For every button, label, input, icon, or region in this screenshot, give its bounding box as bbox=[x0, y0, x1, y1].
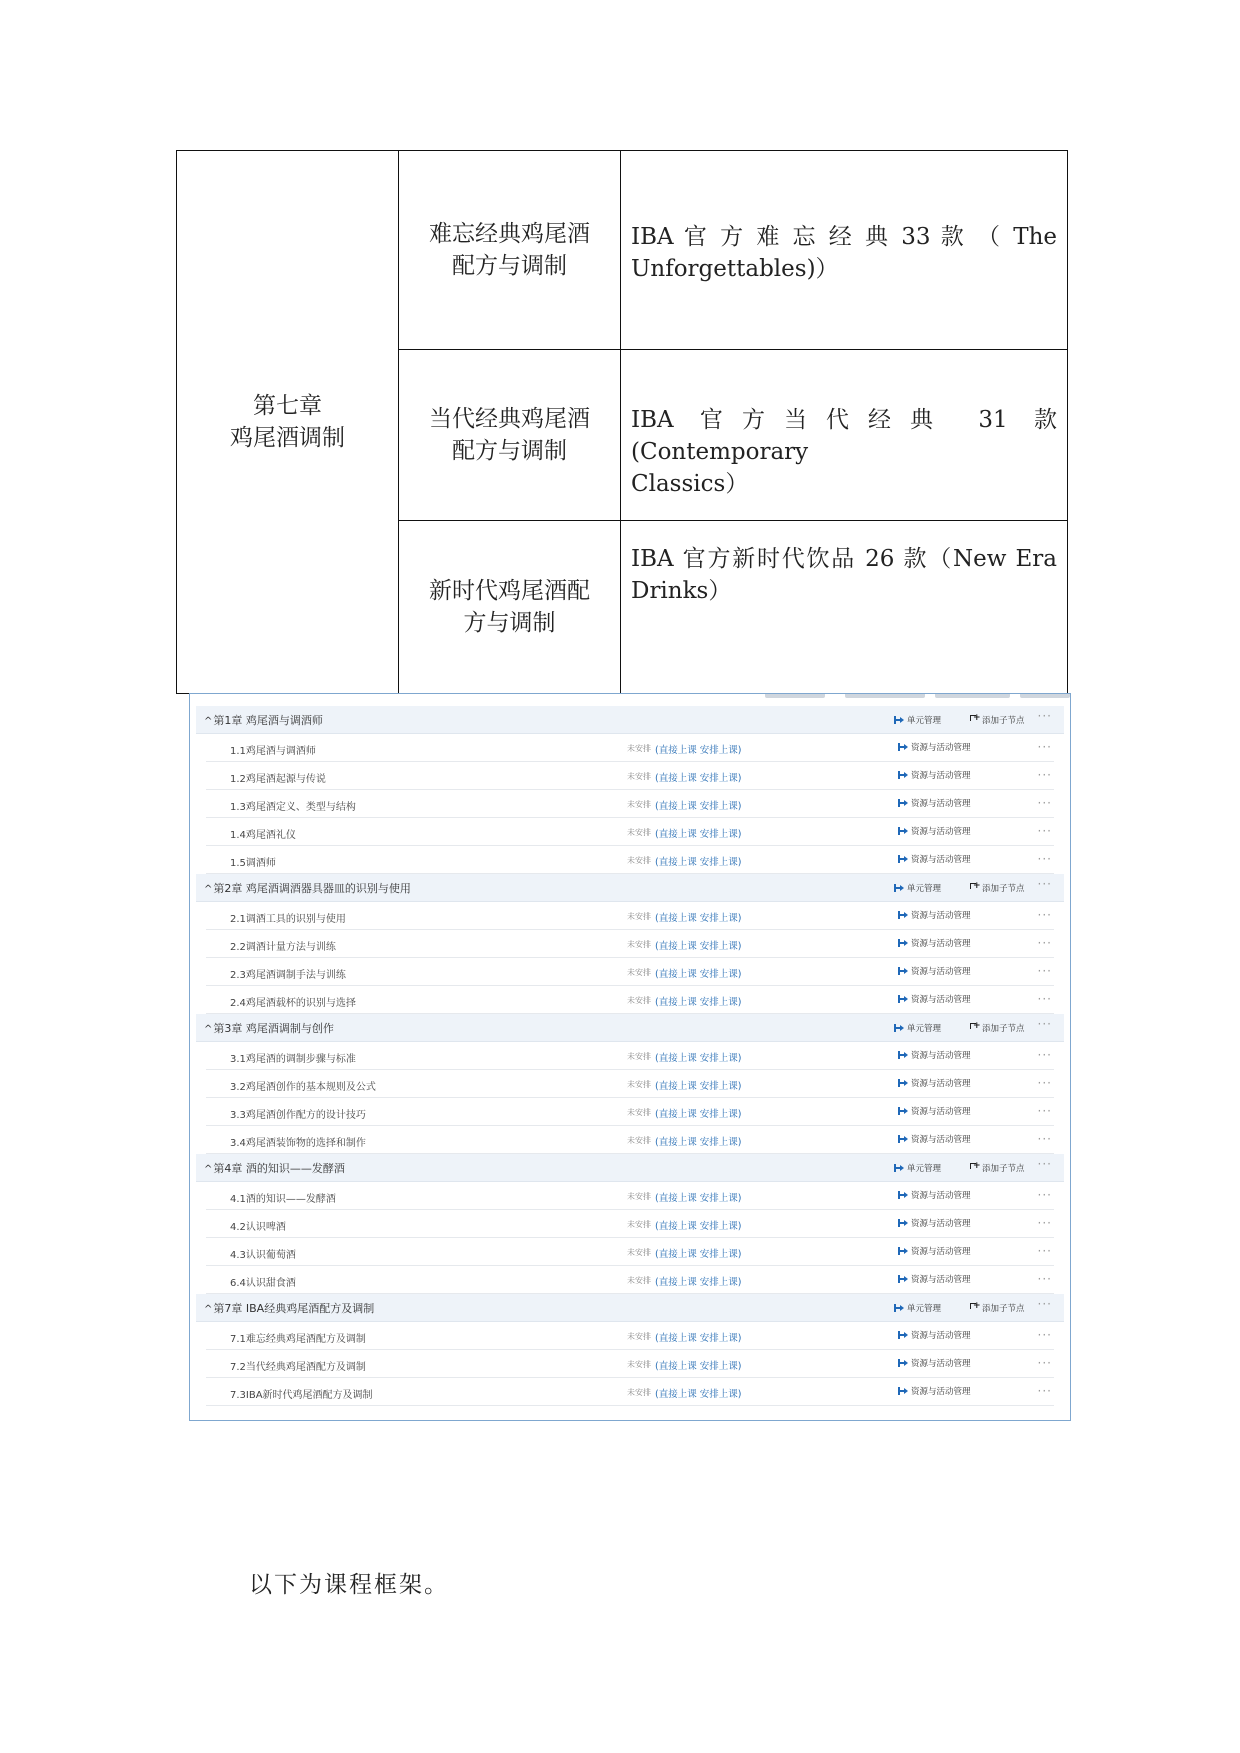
resource-manage-button[interactable]: 资源与活动管理 bbox=[898, 1329, 971, 1341]
chevron-up-icon[interactable]: ^ bbox=[204, 1304, 213, 1315]
unit-manage-button[interactable]: 单元管理 bbox=[894, 1162, 941, 1174]
section-row[interactable] bbox=[206, 1238, 1054, 1266]
resource-manage-button[interactable]: 资源与活动管理 bbox=[898, 1245, 971, 1257]
schedule-class-link[interactable]: 安排上课 bbox=[699, 801, 738, 812]
section-row-title[interactable]: 6.4认识甜食酒 bbox=[230, 1278, 296, 1289]
enter-icon bbox=[898, 1275, 908, 1283]
section-row[interactable] bbox=[206, 734, 1054, 762]
status-badge: 未安排 bbox=[627, 772, 651, 781]
status-badge: 未安排 bbox=[627, 968, 651, 977]
enter-icon bbox=[898, 1051, 908, 1059]
enter-icon bbox=[894, 1304, 904, 1312]
section-row-title[interactable]: 4.1酒的知识——发酵酒 bbox=[230, 1194, 336, 1205]
class-links: (直接上课 安排上课) bbox=[655, 745, 742, 756]
more-icon[interactable]: ··· bbox=[1037, 709, 1052, 723]
direct-class-link[interactable]: 直接上课 bbox=[658, 997, 697, 1008]
class-links: (直接上课 安排上课) bbox=[655, 969, 742, 980]
section-title-line: 方与调制 bbox=[463, 610, 556, 636]
section-row[interactable] bbox=[206, 846, 1054, 874]
more-icon[interactable]: ··· bbox=[1037, 796, 1052, 810]
status-badge: 未安排 bbox=[627, 1388, 651, 1397]
resource-manage-button[interactable]: 资源与活动管理 bbox=[898, 797, 971, 809]
more-icon[interactable]: ··· bbox=[1037, 1188, 1052, 1202]
direct-class-link[interactable]: 直接上课 bbox=[658, 1109, 697, 1120]
resource-manage-button[interactable]: 资源与活动管理 bbox=[898, 1385, 971, 1397]
chapter-table bbox=[176, 150, 1068, 694]
direct-class-link[interactable]: 直接上课 bbox=[658, 745, 697, 756]
class-links: (直接上课 安排上课) bbox=[655, 1277, 742, 1288]
status-badge: 未安排 bbox=[627, 856, 651, 865]
schedule-class-link[interactable]: 安排上课 bbox=[699, 773, 738, 784]
class-links: (直接上课 安排上课) bbox=[655, 801, 742, 812]
chapter-row-title[interactable]: ^第1章 鸡尾酒与调酒师 bbox=[204, 714, 323, 727]
class-links: (直接上课 安排上课) bbox=[655, 773, 742, 784]
direct-class-link[interactable]: 直接上课 bbox=[658, 1277, 697, 1288]
section-row-title[interactable]: 3.4鸡尾酒装饰物的选择和制作 bbox=[230, 1138, 366, 1149]
section-row-title[interactable]: 7.1难忘经典鸡尾酒配方及调制 bbox=[230, 1334, 366, 1345]
enter-icon bbox=[898, 1107, 908, 1115]
description-line: IBA 官方当代经典 31 款(Contemporary bbox=[631, 407, 1057, 465]
section-row[interactable] bbox=[206, 1042, 1054, 1070]
resource-manage-button[interactable]: 资源与活动管理 bbox=[898, 1077, 971, 1089]
schedule-class-link[interactable]: 安排上课 bbox=[699, 1081, 738, 1092]
schedule-class-link[interactable]: 安排上课 bbox=[699, 1277, 738, 1288]
class-links: (直接上课 安排上课) bbox=[655, 997, 742, 1008]
enter-icon bbox=[898, 1191, 908, 1199]
schedule-class-link[interactable]: 安排上课 bbox=[699, 1389, 738, 1400]
direct-class-link[interactable]: 直接上课 bbox=[658, 941, 697, 952]
schedule-class-link[interactable]: 安排上课 bbox=[699, 857, 738, 868]
chevron-up-icon[interactable]: ^ bbox=[204, 1024, 213, 1035]
enter-icon bbox=[898, 1135, 908, 1143]
schedule-class-link[interactable]: 安排上课 bbox=[699, 1053, 738, 1064]
section-title-line: 新时代鸡尾酒配 bbox=[429, 578, 590, 604]
enter-icon bbox=[894, 716, 904, 724]
section-row[interactable] bbox=[206, 762, 1054, 790]
class-links: (直接上课 安排上课) bbox=[655, 1221, 742, 1232]
resource-manage-button[interactable]: 资源与活动管理 bbox=[898, 1133, 971, 1145]
section-row[interactable] bbox=[206, 1210, 1054, 1238]
direct-class-link[interactable]: 直接上课 bbox=[658, 801, 697, 812]
resource-manage-button[interactable]: 资源与活动管理 bbox=[898, 909, 971, 921]
status-badge: 未安排 bbox=[627, 1108, 651, 1117]
more-icon[interactable]: ··· bbox=[1037, 1132, 1052, 1146]
chapter-row-title[interactable]: ^第7章 IBA经典鸡尾酒配方及调制 bbox=[204, 1302, 375, 1315]
status-badge: 未安排 bbox=[627, 912, 651, 921]
schedule-class-link[interactable]: 安排上课 bbox=[699, 1361, 738, 1372]
direct-class-link[interactable]: 直接上课 bbox=[658, 1333, 697, 1344]
section-row[interactable] bbox=[206, 790, 1054, 818]
schedule-class-link[interactable]: 安排上课 bbox=[699, 829, 738, 840]
schedule-class-link[interactable]: 安排上课 bbox=[699, 1221, 738, 1232]
class-links: (直接上课 安排上课) bbox=[655, 857, 742, 868]
more-icon[interactable]: ··· bbox=[1037, 740, 1052, 754]
class-links: (直接上课 安排上课) bbox=[655, 1249, 742, 1260]
add-child-node-button[interactable]: + 添加子节点 bbox=[970, 1022, 1025, 1034]
resource-manage-button[interactable]: 资源与活动管理 bbox=[898, 1273, 971, 1285]
class-links: (直接上课 安排上课) bbox=[655, 1193, 742, 1204]
chapter-title: 鸡尾酒调制 bbox=[230, 425, 345, 451]
chapter-row-title[interactable]: ^第3章 鸡尾酒调制与创作 bbox=[204, 1022, 334, 1035]
chapter-row[interactable] bbox=[196, 874, 1064, 902]
section-row[interactable] bbox=[206, 958, 1054, 986]
more-icon[interactable]: ··· bbox=[1037, 992, 1052, 1006]
section-row-title[interactable]: 2.1调酒工具的识别与使用 bbox=[230, 914, 346, 925]
enter-icon bbox=[898, 939, 908, 947]
more-icon[interactable]: ··· bbox=[1037, 768, 1052, 782]
resource-manage-button[interactable]: 资源与活动管理 bbox=[898, 741, 971, 753]
status-badge: 未安排 bbox=[627, 1332, 651, 1341]
enter-icon bbox=[898, 967, 908, 975]
section-row-title[interactable]: 3.1鸡尾酒的调制步骤与标准 bbox=[230, 1054, 356, 1065]
chapter-number: 第七章 bbox=[253, 393, 322, 419]
class-links: (直接上课 安排上课) bbox=[655, 1361, 742, 1372]
resource-manage-button[interactable]: 资源与活动管理 bbox=[898, 937, 971, 949]
status-badge: 未安排 bbox=[627, 1248, 651, 1257]
more-icon[interactable]: ··· bbox=[1037, 852, 1052, 866]
section-row[interactable] bbox=[206, 1322, 1054, 1350]
more-icon[interactable]: ··· bbox=[1037, 877, 1052, 891]
schedule-class-link[interactable]: 安排上课 bbox=[699, 969, 738, 980]
direct-class-link[interactable]: 直接上课 bbox=[658, 1361, 697, 1372]
resource-manage-button[interactable]: 资源与活动管理 bbox=[898, 1189, 971, 1201]
resource-manage-button[interactable]: 资源与活动管理 bbox=[898, 769, 971, 781]
section-title-line: 配方与调制 bbox=[452, 438, 567, 464]
more-icon[interactable]: ··· bbox=[1037, 1384, 1052, 1398]
class-links: (直接上课 安排上课) bbox=[655, 941, 742, 952]
direct-class-link[interactable]: 直接上课 bbox=[658, 829, 697, 840]
resource-manage-button[interactable]: 资源与活动管理 bbox=[898, 1049, 971, 1061]
more-icon[interactable]: ··· bbox=[1037, 1076, 1052, 1090]
description-line: Classics） bbox=[631, 471, 749, 497]
more-icon[interactable]: ··· bbox=[1037, 1356, 1052, 1370]
course-structure-screenshot bbox=[189, 693, 1071, 1421]
resource-manage-button[interactable]: 资源与活动管理 bbox=[898, 1105, 971, 1117]
section-title-line: 难忘经典鸡尾酒 bbox=[429, 221, 590, 247]
section-row[interactable] bbox=[206, 1182, 1054, 1210]
chapter-row[interactable] bbox=[196, 1294, 1064, 1322]
section-row[interactable] bbox=[206, 986, 1054, 1014]
section-cell bbox=[399, 350, 621, 521]
description-cell bbox=[621, 521, 1068, 694]
enter-icon bbox=[898, 771, 908, 779]
schedule-class-link[interactable]: 安排上课 bbox=[699, 745, 738, 756]
schedule-class-link[interactable]: 安排上课 bbox=[699, 1333, 738, 1344]
status-badge: 未安排 bbox=[627, 940, 651, 949]
more-icon[interactable]: ··· bbox=[1037, 1104, 1052, 1118]
status-badge: 未安排 bbox=[627, 1192, 651, 1201]
description-cell bbox=[621, 151, 1068, 350]
section-cell bbox=[399, 521, 621, 694]
chapter-row-title[interactable]: ^第4章 酒的知识——发酵酒 bbox=[204, 1162, 345, 1175]
section-row[interactable] bbox=[206, 818, 1054, 846]
resource-manage-button[interactable]: 资源与活动管理 bbox=[898, 825, 971, 837]
enter-icon bbox=[898, 1331, 908, 1339]
chapter-row[interactable] bbox=[196, 706, 1064, 734]
section-row-title[interactable]: 4.2认识啤酒 bbox=[230, 1222, 286, 1233]
direct-class-link[interactable]: 直接上课 bbox=[658, 969, 697, 980]
schedule-class-link[interactable]: 安排上课 bbox=[699, 1193, 738, 1204]
resource-manage-button[interactable]: 资源与活动管理 bbox=[898, 853, 971, 865]
direct-class-link[interactable]: 直接上课 bbox=[658, 1389, 697, 1400]
section-row-title[interactable]: 4.3认识葡萄酒 bbox=[230, 1250, 296, 1261]
enter-icon bbox=[898, 827, 908, 835]
add-child-node-button[interactable]: + 添加子节点 bbox=[970, 882, 1025, 894]
direct-class-link[interactable]: 直接上课 bbox=[658, 1053, 697, 1064]
status-badge: 未安排 bbox=[627, 1052, 651, 1061]
section-row-title[interactable]: 1.3鸡尾酒定义、类型与结构 bbox=[230, 802, 356, 813]
more-icon[interactable]: ··· bbox=[1037, 824, 1052, 838]
section-row-title[interactable]: 3.2鸡尾酒创作的基本规则及公式 bbox=[230, 1082, 376, 1093]
enter-icon bbox=[894, 1164, 904, 1172]
status-badge: 未安排 bbox=[627, 1080, 651, 1089]
enter-icon bbox=[898, 855, 908, 863]
unit-manage-button[interactable]: 单元管理 bbox=[894, 1302, 941, 1314]
section-row-title[interactable]: 1.5调酒师 bbox=[230, 858, 276, 869]
add-child-node-button[interactable]: + 添加子节点 bbox=[970, 1162, 1025, 1174]
enter-icon bbox=[894, 1024, 904, 1032]
class-links: (直接上课 安排上课) bbox=[655, 1109, 742, 1120]
add-node-icon bbox=[970, 1163, 979, 1172]
enter-icon bbox=[894, 884, 904, 892]
schedule-class-link[interactable]: 安排上课 bbox=[699, 1109, 738, 1120]
section-row[interactable] bbox=[206, 1378, 1054, 1406]
unit-manage-button[interactable]: 单元管理 bbox=[894, 714, 941, 726]
add-node-icon bbox=[970, 715, 979, 724]
resource-manage-button[interactable]: 资源与活动管理 bbox=[898, 1217, 971, 1229]
resource-manage-button[interactable]: 资源与活动管理 bbox=[898, 993, 971, 1005]
schedule-class-link[interactable]: 安排上课 bbox=[699, 1249, 738, 1260]
chapter-row[interactable] bbox=[196, 1014, 1064, 1042]
more-icon[interactable]: ··· bbox=[1037, 1244, 1052, 1258]
more-icon[interactable]: ··· bbox=[1037, 1216, 1052, 1230]
chevron-up-icon[interactable]: ^ bbox=[204, 884, 213, 895]
more-icon[interactable]: ··· bbox=[1037, 1272, 1052, 1286]
resource-manage-button[interactable]: 资源与活动管理 bbox=[898, 1357, 971, 1369]
enter-icon bbox=[898, 1079, 908, 1087]
section-row[interactable] bbox=[206, 1266, 1054, 1294]
add-node-icon bbox=[970, 883, 979, 892]
add-child-node-button[interactable]: + 添加子节点 bbox=[970, 1302, 1025, 1314]
class-links: (直接上课 安排上课) bbox=[655, 1389, 742, 1400]
more-icon[interactable]: ··· bbox=[1037, 1297, 1052, 1311]
chapter-cell bbox=[177, 151, 399, 694]
more-icon[interactable]: ··· bbox=[1037, 936, 1052, 950]
status-badge: 未安排 bbox=[627, 996, 651, 1005]
direct-class-link[interactable]: 直接上课 bbox=[658, 1221, 697, 1232]
schedule-class-link[interactable]: 安排上课 bbox=[699, 913, 738, 924]
enter-icon bbox=[898, 1387, 908, 1395]
section-row-title[interactable]: 2.4鸡尾酒载杯的识别与选择 bbox=[230, 998, 356, 1009]
class-links: (直接上课 安排上课) bbox=[655, 1333, 742, 1344]
unit-manage-button[interactable]: 单元管理 bbox=[894, 882, 941, 894]
enter-icon bbox=[898, 1219, 908, 1227]
direct-class-link[interactable]: 直接上课 bbox=[658, 913, 697, 924]
schedule-class-link[interactable]: 安排上课 bbox=[699, 1137, 738, 1148]
chevron-up-icon[interactable]: ^ bbox=[204, 1164, 213, 1175]
unit-manage-button[interactable]: 单元管理 bbox=[894, 1022, 941, 1034]
direct-class-link[interactable]: 直接上课 bbox=[658, 1193, 697, 1204]
status-badge: 未安排 bbox=[627, 1136, 651, 1145]
status-badge: 未安排 bbox=[627, 1220, 651, 1229]
section-row-title[interactable]: 1.2鸡尾酒起源与传说 bbox=[230, 774, 326, 785]
enter-icon bbox=[898, 743, 908, 751]
description-line: IBA 官 方 难 忘 经 典 33 款 （ The bbox=[631, 224, 1057, 250]
chapter-row-title[interactable]: ^第2章 鸡尾酒调酒器具器皿的识别与使用 bbox=[204, 882, 411, 895]
status-badge: 未安排 bbox=[627, 828, 651, 837]
section-row[interactable] bbox=[206, 930, 1054, 958]
more-icon[interactable]: ··· bbox=[1037, 1328, 1052, 1342]
enter-icon bbox=[898, 995, 908, 1003]
section-row-title[interactable]: 2.3鸡尾酒调制手法与训练 bbox=[230, 970, 346, 981]
section-row-title[interactable]: 3.3鸡尾酒创作配方的设计技巧 bbox=[230, 1110, 366, 1121]
enter-icon bbox=[898, 1359, 908, 1367]
more-icon[interactable]: ··· bbox=[1037, 964, 1052, 978]
resource-manage-button[interactable]: 资源与活动管理 bbox=[898, 965, 971, 977]
section-row[interactable] bbox=[206, 1126, 1054, 1154]
section-row[interactable] bbox=[206, 1350, 1054, 1378]
section-row-title[interactable]: 7.3IBA新时代鸡尾酒配方及调制 bbox=[230, 1390, 373, 1401]
section-title-line: 当代经典鸡尾酒 bbox=[429, 406, 590, 432]
status-badge: 未安排 bbox=[627, 1360, 651, 1369]
cropped-toolbar bbox=[190, 693, 1070, 700]
direct-class-link[interactable]: 直接上课 bbox=[658, 1249, 697, 1260]
direct-class-link[interactable]: 直接上课 bbox=[658, 857, 697, 868]
description-line: Drinks） bbox=[631, 578, 732, 604]
more-icon[interactable]: ··· bbox=[1037, 1157, 1052, 1171]
enter-icon bbox=[898, 799, 908, 807]
description-line: Unforgettables)） bbox=[631, 256, 839, 282]
section-row[interactable] bbox=[206, 902, 1054, 930]
more-icon[interactable]: ··· bbox=[1037, 1048, 1052, 1062]
schedule-class-link[interactable]: 安排上课 bbox=[699, 997, 738, 1008]
schedule-class-link[interactable]: 安排上课 bbox=[699, 941, 738, 952]
section-row[interactable] bbox=[206, 1098, 1054, 1126]
status-badge: 未安排 bbox=[627, 1276, 651, 1285]
section-cell bbox=[399, 151, 621, 350]
more-icon[interactable]: ··· bbox=[1037, 908, 1052, 922]
chevron-up-icon[interactable]: ^ bbox=[204, 716, 213, 727]
enter-icon bbox=[898, 1247, 908, 1255]
status-badge: 未安排 bbox=[627, 744, 651, 753]
class-links: (直接上课 安排上课) bbox=[655, 1053, 742, 1064]
chapter-row[interactable] bbox=[196, 1154, 1064, 1182]
description-line: IBA 官方新时代饮品 26 款（New Era bbox=[631, 546, 1057, 572]
status-badge: 未安排 bbox=[627, 800, 651, 809]
section-row[interactable] bbox=[206, 1070, 1054, 1098]
class-links: (直接上课 安排上课) bbox=[655, 1137, 742, 1148]
section-title-line: 配方与调制 bbox=[452, 253, 567, 279]
section-row-title[interactable]: 1.1鸡尾酒与调酒师 bbox=[230, 746, 316, 757]
add-node-icon bbox=[970, 1303, 979, 1312]
framework-caption: 以下为课程框架。 bbox=[249, 1572, 449, 1598]
enter-icon bbox=[898, 911, 908, 919]
section-row-title[interactable]: 1.4鸡尾酒礼仪 bbox=[230, 830, 296, 841]
more-icon[interactable]: ··· bbox=[1037, 1017, 1052, 1031]
class-links: (直接上课 安排上课) bbox=[655, 1081, 742, 1092]
direct-class-link[interactable]: 直接上课 bbox=[658, 1081, 697, 1092]
add-child-node-button[interactable]: + 添加子节点 bbox=[970, 714, 1025, 726]
course-outline-list bbox=[196, 706, 1064, 1406]
class-links: (直接上课 安排上课) bbox=[655, 913, 742, 924]
direct-class-link[interactable]: 直接上课 bbox=[658, 773, 697, 784]
add-node-icon bbox=[970, 1023, 979, 1032]
section-row-title[interactable]: 2.2调酒计量方法与训练 bbox=[230, 942, 336, 953]
direct-class-link[interactable]: 直接上课 bbox=[658, 1137, 697, 1148]
section-row-title[interactable]: 7.2当代经典鸡尾酒配方及调制 bbox=[230, 1362, 366, 1373]
description-cell bbox=[621, 350, 1068, 521]
class-links: (直接上课 安排上课) bbox=[655, 829, 742, 840]
